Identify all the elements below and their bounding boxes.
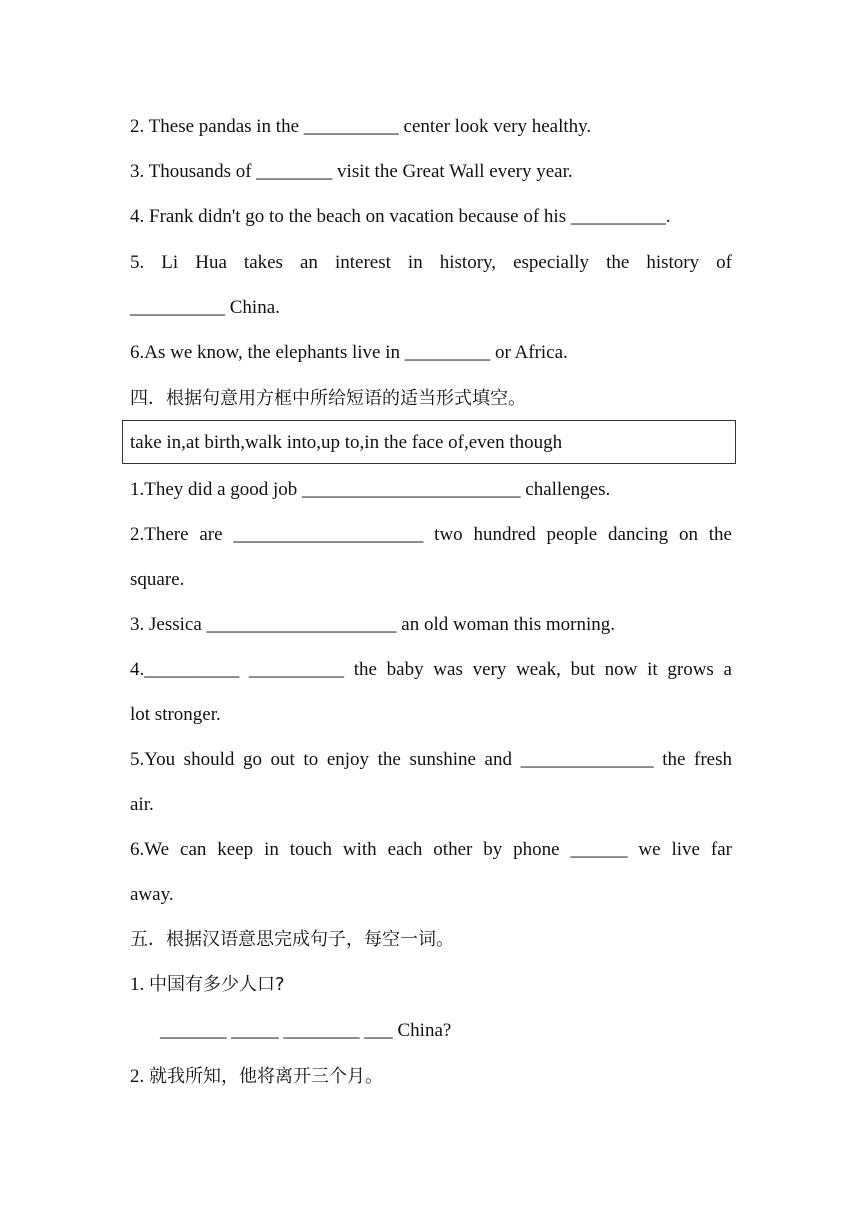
question-4-2: 2.There are ____________________ two hundred people dancing on the bbox=[130, 524, 732, 545]
question-prompt: 中国有多少人口? bbox=[149, 974, 285, 995]
question-4-5-continued: air. bbox=[130, 794, 154, 815]
section-5-heading: 五．根据汉语意思完成句子，每空一词。 bbox=[130, 929, 454, 950]
question-5-2 bbox=[130, 1065, 732, 1089]
question-4-4: 4.__________ __________ the baby was very weak, but now it grows a bbox=[130, 659, 732, 680]
question-4-1: 1.They did a good job _______________________ challenges. bbox=[130, 479, 611, 500]
section-4-heading: 四．根据句意用方框中所给短语的适当形式填空。 bbox=[130, 388, 526, 409]
phrase-box bbox=[122, 420, 736, 464]
question-5-1 bbox=[130, 973, 732, 997]
question-3-5: 5. Li Hua takes an interest in history, especially the history of bbox=[130, 252, 732, 273]
question-4-4-continued: lot stronger. bbox=[130, 704, 221, 725]
question-4-6-continued: away. bbox=[130, 884, 174, 905]
question-3-2: 2. These pandas in the __________ center look very healthy. bbox=[130, 116, 592, 137]
question-3-3: 3. Thousands of ________ visit the Great Wall every year. bbox=[130, 161, 573, 182]
question-number: 1. bbox=[130, 974, 145, 995]
question-3-4: 4. Frank didn't go to the beach on vacation because of his __________. bbox=[130, 206, 671, 227]
question-number: 2. bbox=[130, 1066, 145, 1087]
question-4-5: 5.You should go out to enjoy the sunshine and ______________ the fresh bbox=[130, 749, 732, 770]
question-4-3: 3. Jessica ____________________ an old woman this morning. bbox=[130, 614, 615, 635]
question-4-2-continued: square. bbox=[130, 569, 185, 590]
question-3-6: 6.As we know, the elephants live in _________ or Africa. bbox=[130, 342, 568, 363]
question-3-5-continued: __________ China. bbox=[130, 297, 280, 318]
answer-line-5-1: _______ _____ ________ ___ China? bbox=[160, 1020, 452, 1041]
question-prompt: 就我所知，他将离开三个月。 bbox=[149, 1066, 383, 1087]
phrase-list: take in,at birth,walk into,up to,in the face of,even though bbox=[130, 432, 563, 453]
question-4-6: 6.We can keep in touch with each other by phone ______ we live far bbox=[130, 839, 732, 860]
